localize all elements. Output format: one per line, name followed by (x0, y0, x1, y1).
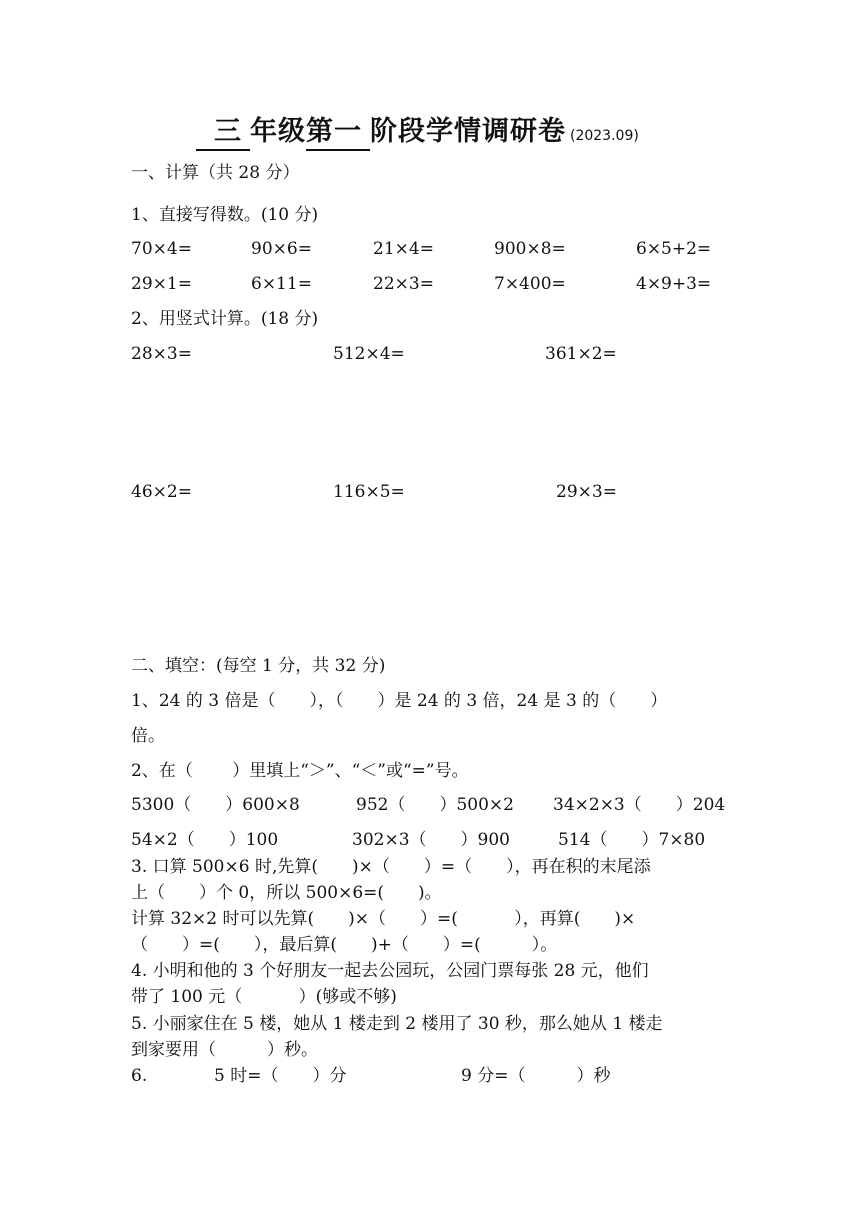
s2-q6-line (0, 1061, 860, 1091)
s2-q1-text: 1、24 的 3 倍是（ ），（ ）是 24 的 3 倍，24 是 3 的（ ） (131, 691, 668, 711)
q1-item: 21×4= (373, 239, 434, 259)
section1-heading: 一、计算（共 28 分） (131, 163, 300, 183)
q1-item: 7×400= (494, 274, 566, 294)
s2-q2-row1 (0, 790, 860, 820)
q2-item: 28×3= (131, 344, 192, 364)
q1-item: 22×3= (373, 274, 434, 294)
q1-label: 1、直接写得数。(10 分) (131, 205, 319, 225)
grade-suffix: 年级 (250, 116, 306, 147)
grade-blank: 三 (196, 115, 250, 151)
q1-row2 (0, 269, 860, 299)
s2-q6-item: 5 时=（ ）分 (214, 1066, 347, 1086)
stage-blank: 第一 (306, 115, 370, 151)
s2-q1-text: 倍。 (131, 726, 165, 746)
q2-label: 2、用竖式计算。(18 分) (131, 309, 319, 329)
s2-q1-line1 (0, 686, 860, 716)
s2-q1-line2 (0, 721, 860, 751)
s2-q2-label-line (0, 756, 860, 786)
section1-heading-line (0, 158, 860, 188)
q1-item: 6×5+2= (636, 239, 712, 259)
comparison-item: 54×2（ ）100 (131, 830, 279, 850)
comparison-item: 514（ ）7×80 (558, 830, 706, 850)
q1-item: 70×4= (131, 239, 192, 259)
section2-heading: 二、填空：(每空 1 分，共 32 分) (131, 656, 386, 676)
s2-q3-text: 3. 口算 500×6 时,先算( )×（ ）=（ ），再在积的末尾添 (131, 857, 651, 877)
s2-q5-text: 5. 小丽家住在 5 楼，她从 1 楼走到 2 楼用了 30 秒，那么她从 1 楼走 (131, 1014, 663, 1034)
q2-item: 116×5= (333, 482, 405, 502)
comparison-item: 952（ ）500×2 (356, 795, 514, 815)
q2-item: 361×2= (545, 344, 617, 364)
comparison-item: 34×2×3（ ）204 (553, 795, 726, 815)
q2-label-line (0, 304, 860, 334)
q2-item: 29×3= (556, 482, 617, 502)
q1-item: 90×6= (251, 239, 312, 259)
page-title (196, 112, 639, 156)
s2-q4-line2 (0, 982, 860, 1012)
s2-q2-label: 2、在（ ）里填上“＞”、“＜”或“=”号。 (131, 761, 469, 781)
section2-heading-line (0, 651, 860, 681)
q1-item: 4×9+3= (636, 274, 712, 294)
title-rest: 阶段学情调研卷 (370, 116, 566, 147)
s2-q6-item: 9 分=（ ）秒 (461, 1066, 611, 1086)
q1-item: 900×8= (494, 239, 566, 259)
q2-row2 (0, 477, 860, 507)
s2-q6-label: 6. (131, 1066, 148, 1086)
s2-q2-row2 (0, 825, 860, 855)
s2-q4-text: 4. 小明和他的 3 个好朋友一起去公园玩，公园门票每张 28 元，他们 (131, 961, 649, 981)
comparison-item: 302×3（ ）900 (352, 830, 510, 850)
s2-q3-text: 上（ ）个 0，所以 500×6=( )。 (131, 883, 442, 903)
s2-q5-text: 到家要用（ ）秒。 (131, 1040, 318, 1060)
s2-q4-text: 带了 100 元（ ）(够或不够) (131, 987, 397, 1007)
q1-row1 (0, 234, 860, 264)
comparison-item: 5300（ ）600×8 (131, 795, 300, 815)
q1-item: 6×11= (251, 274, 312, 294)
q1-item: 29×1= (131, 274, 192, 294)
q2-item: 46×2= (131, 482, 192, 502)
q2-row1 (0, 339, 860, 369)
exam-date: (2023.09) (570, 128, 639, 144)
q1-label-line (0, 200, 860, 230)
s2-q3-text: （ ）=( ），最后算( )+（ ）=( ）。 (131, 935, 558, 955)
q2-item: 512×4= (333, 344, 405, 364)
s2-q3-text: 计算 32×2 时可以先算( )×（ ）=( ），再算( )× (131, 909, 636, 929)
